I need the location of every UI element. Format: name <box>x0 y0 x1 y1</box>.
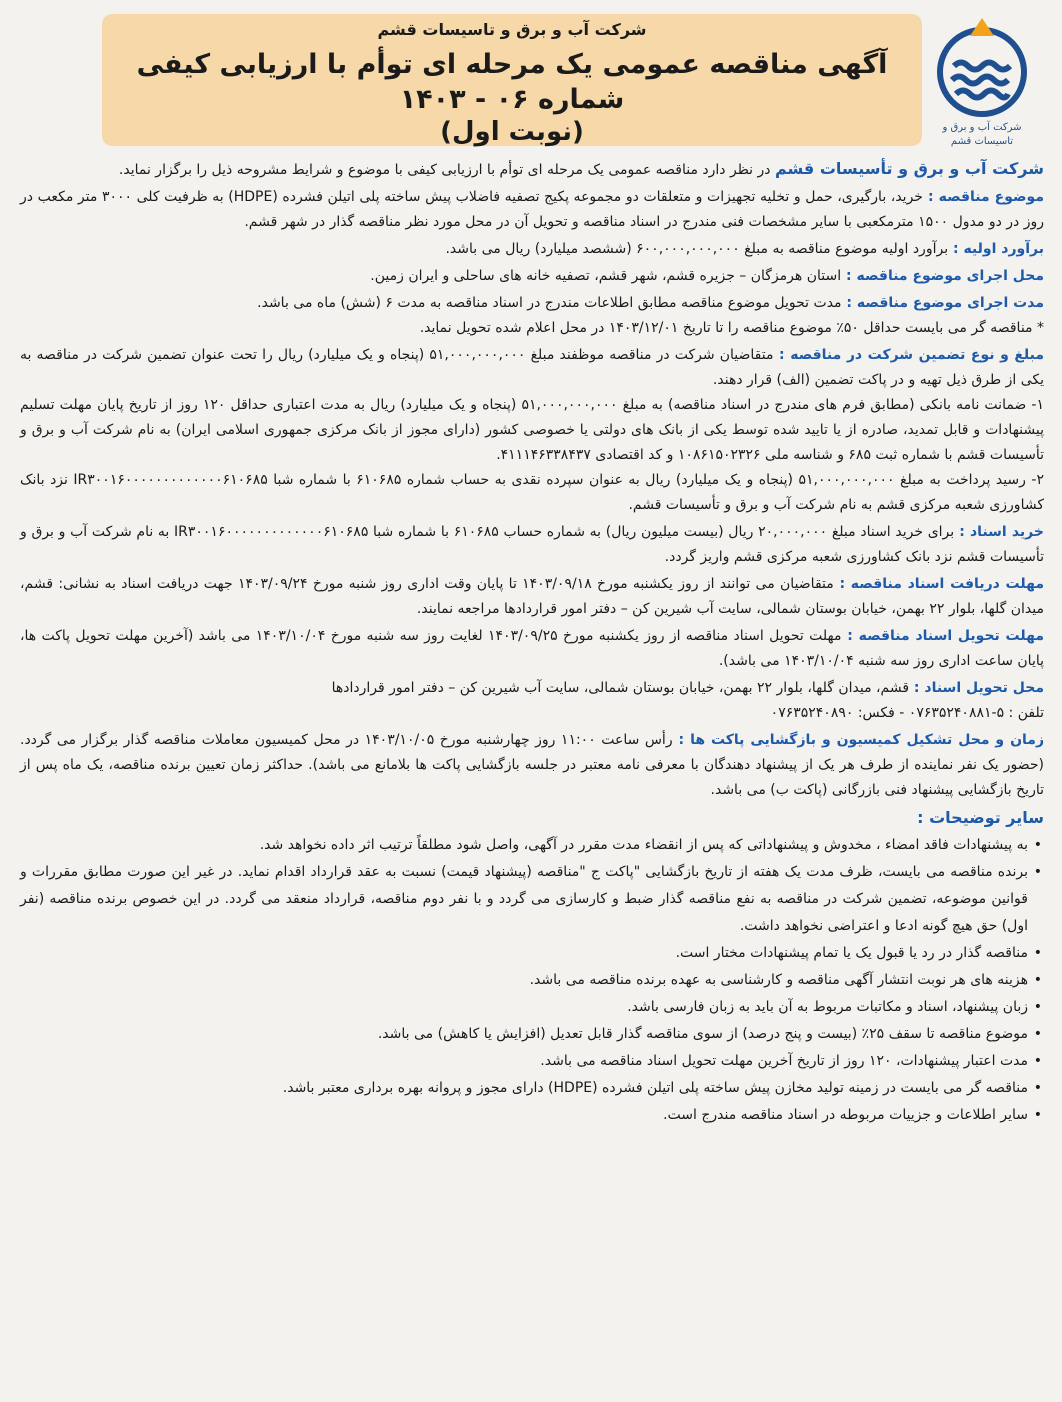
purchase-section <box>20 520 1044 570</box>
duration-text: مدت تحویل موضوع مناقصه مطابق اطلاعات مندرج در اسناد مناقصه به مدت ۶ (شش) ماه می باشد. <box>257 295 842 311</box>
delivery-place-label: محل تحویل اسناد : <box>909 680 1044 696</box>
title-banner <box>102 14 922 146</box>
guarantee-section <box>20 343 1044 393</box>
intro-company-name: شرکت آب و برق و تأسیسات قشم <box>774 159 1044 178</box>
intro-paragraph <box>20 156 1044 183</box>
notice-header <box>10 6 1052 156</box>
guarantee-option-1: ۱- ضمانت نامه بانکی (مطابق فرم های مندرج در اسناد مناقصه) به مبلغ ۵۱,۰۰۰,۰۰۰,۰۰۰ (پنجاه و یک میلیارد) ریال به مدت اعتباری حداقل ۱۲۰ روز از تاریخ پایان مهلت تسلیم پیشنهادات و قابل تمدید، صادره از یا تایید شده توسط یکی از بانک های دولتی یا خصوصی کشور (دارای مجوز از بانک مرکزی جمهوری اسلامی ایران) به نام شرکت آب و برق و تأسیسات قشم با شماره ثبت ۶۸۵ و شناسه ملی ۱۰۸۶۱۵۰۲۳۲۶ و کد اقتصادی ۴۱۱۱۴۶۳۳۸۴۳۷. <box>20 397 1044 463</box>
notes-title: سایر توضیحات : <box>917 808 1044 827</box>
estimate-text: برآورد اولیه موضوع مناقصه به مبلغ ۶۰۰,۰۰۰,۰۰۰,۰۰۰ (ششصد میلیارد) ریال می باشد. <box>445 241 949 257</box>
guarantee-label: مبلغ و نوع تضمین شرکت در مناقصه : <box>773 347 1044 363</box>
notice-round: (نوبت اول) <box>440 117 584 148</box>
receive-deadline-section <box>20 572 1044 622</box>
estimate-label: برآورد اولیه : <box>948 241 1044 257</box>
location-label: محل اجرای موضوع مناقصه : <box>841 268 1044 284</box>
opening-text: رأس ساعت ۱۱:۰۰ روز چهارشنبه مورخ ۱۴۰۳/۱۰/۰۵ در محل کمیسیون معاملات مناقصه گذار برگزار می گردد. (حضور یک نفر نماینده از طرف هر یک از پیشنهاد دهندگان با معرفی نامه معتبر در جلسه بازگشایی پاکت ها بلامانع می باشد). حداکثر زمان تعیین برنده مناقصه، یک ماه پس از تاریخ بازگشایی پیشنهاد فنی بازرگانی (پاکت ب) می باشد. <box>20 732 1044 798</box>
notes-list <box>20 832 1044 1129</box>
list-item: • زبان پیشنهاد، اسناد و مکاتبات مربوط به آن باید به زبان فارسی باشد. <box>20 994 1028 1021</box>
delivery-deadline-label: مهلت تحویل اسناد مناقصه : <box>841 628 1044 644</box>
list-item: • مناقصه گر می بایست در زمینه تولید مخازن پیش ساخته پلی اتیلن فشرده (HDPE) دارای مجوز و پروانه بهره برداری معتبر باشد. <box>20 1075 1028 1102</box>
logo-caption-line2: تاسیسات قشم <box>950 136 1014 147</box>
duration-section <box>20 291 1044 316</box>
contact-phone-fax: تلفن : ۵-۰۷۶۳۵۲۴۰۸۸۱ - فکس: ۰۷۶۳۵۲۴۰۸۹۰ <box>770 705 1044 721</box>
delivery-place-text: قشم، میدان گلها، بلوار ۲۲ بهمن، خیابان بوستان شمالی، سایت آب شیرین کن – دفتر امور قراردادها <box>331 680 910 696</box>
receive-deadline-label: مهلت دریافت اسناد مناقصه : <box>833 576 1044 592</box>
list-item: • سایر اطلاعات و جزییات مربوطه در اسناد مناقصه مندرج است. <box>20 1102 1028 1129</box>
delivery-deadline-section <box>20 624 1044 674</box>
list-item: • مدت اعتبار پیشنهادات، ۱۲۰ روز از تاریخ آخرین مهلت تحویل اسناد مناقصه می باشد. <box>20 1048 1028 1075</box>
water-drop-logo-icon <box>936 16 1028 120</box>
notice-title: آگهی مناقصه عمومی یک مرحله ای توأم با ارزیابی کیفی شماره ۰۶ - ۱۴۰۳ <box>136 49 888 116</box>
opening-section <box>20 728 1044 803</box>
receive-deadline-text: متقاضیان می توانند از روز یکشنبه مورخ ۱۴۰۳/۰۹/۱۸ تا پایان وقت اداری روز شنبه مورخ ۱۴۰۳/۰۹/۲۴ جهت دریافت اسناد به نشانی: قشم، میدان گلها، بلوار ۲۲ بهمن، خیابان بوستان شمالی، سایت آب شیرین کن – دفتر امور قراردادها مراجعه نمایند. <box>20 576 1044 617</box>
subject-section <box>20 185 1044 235</box>
intro-text: در نظر دارد مناقصه عمومی یک مرحله ای توأم با ارزیابی کیفی با موضوع و شرایط مشروحه ذیل را برگزار نماید. <box>118 162 775 178</box>
location-section <box>20 264 1044 289</box>
purchase-label: خرید اسناد : <box>954 524 1044 540</box>
logo-caption-line1: شرکت آب و برق و <box>942 122 1022 133</box>
list-item: • به پیشنهادات فاقد امضاء ، مخدوش و پیشنهاداتی که پس از انقضاء مدت مقرر در آگهی، واصل شود مطلقاً ترتیب اثر داده نخواهد شد. <box>20 832 1028 859</box>
notice-body <box>10 156 1052 1129</box>
list-item: • مناقصه گذار در رد یا قبول یک یا تمام پیشنهادات مختار است. <box>20 940 1028 967</box>
subject-text: خرید، بارگیری، حمل و تخلیه تجهیزات و متعلقات دو مجموعه پکیج تصفیه فاضلاب پیش ساخته پلی اتیلن فشرده (HDPE) به ظرفیت کلی ۳۰۰۰ متر مکعب در روز در دو مدول ۱۵۰۰ مترمکعبی با سایر مشخصات فنی مندرج در اسناد مناقصه و تحویل آن در محل مورد نظر مناقصه گذار در شهر قشم. <box>20 189 1044 230</box>
guarantee-text: متقاضیان شرکت در مناقصه موظفند مبلغ ۵۱,۰۰۰,۰۰۰,۰۰۰ (پنجاه و یک میلیارد) ریال را تحت عنوان تضمین شرکت در مناقصه به یکی از طرق ذیل تهیه و در پاکت تضمین (الف) قرار دهند. <box>20 347 1044 388</box>
list-item: • هزینه های هر نوبت انتشار آگهی مناقصه و کارشناسی به عهده برنده مناقصه می باشد. <box>20 967 1028 994</box>
subject-label: موضوع مناقصه : <box>922 189 1044 205</box>
duration-label: مدت اجرای موضوع مناقصه : <box>841 295 1044 311</box>
company-logo <box>924 16 1040 156</box>
location-text: استان هرمزگان – جزیره قشم، شهر قشم، تصفیه خانه های ساحلی و ایران زمین. <box>370 268 842 284</box>
guarantee-option-2: ۲- رسید پرداخت به مبلغ ۵۱,۰۰۰,۰۰۰,۰۰۰ (پنجاه و یک میلیارد) ریال به عنوان سپرده نقدی به حساب شماره ۶۱۰۶۸۵ با شماره شبا IR۳۰۰۱۶۰۰۰۰۰۰۰۰۰۰۰۰۰۶۱۰۶۸۵ نزد بانک کشاورزی شعبه مرکزی قشم به نام شرکت آب و برق و تأسیسات قشم. <box>20 472 1044 513</box>
duration-note: * مناقصه گر می بایست حداقل ۵۰٪ موضوع مناقصه را تا تاریخ ۱۴۰۳/۱۲/۰۱ در محل اعلام شده تحویل نماید. <box>419 320 1044 336</box>
delivery-deadline-text: مهلت تحویل اسناد مناقصه از روز یکشنبه مورخ ۱۴۰۳/۰۹/۲۵ لغایت روز سه شنبه مورخ ۱۴۰۳/۱۰/۰۴ می باشد (آخرین مهلت تحویل پاکت ها، پایان ساعت اداری روز سه شنبه ۱۴۰۳/۱۰/۰۴ می باشد). <box>20 628 1044 669</box>
delivery-place-section <box>20 676 1044 701</box>
list-item: • برنده مناقصه می بایست، ظرف مدت یک هفته از تاریخ بازگشایی "پاکت ج "مناقصه (پیشنهاد قیمت) نسبت به عقد قرارداد اقدام نماید. در غیر این صورت مطابق مقررات و قوانین موضوعه، تضمین شرکت در مناقصه به نفع مناقصه گذار ضبط و کارسازی می گردد و با نفر دوم مناقصه، قرارداد منعقد می گردد. در این خصوص برنده مناقصه (نفر اول) حق هیچ گونه ادعا و اعتراضی نخواهد داشت. <box>20 859 1028 940</box>
purchase-text: برای خرید اسناد مبلغ ۲۰,۰۰۰,۰۰۰ ریال (بیست میلیون ریال) به شماره حساب ۶۱۰۶۸۵ با شماره شبا IR۳۰۰۱۶۰۰۰۰۰۰۰۰۰۰۰۰۰۶۱۰۶۸۵ به نام شرکت آب و برق و تأسیسات قشم نزد بانک کشاورزی شعبه مرکزی قشم واریز گردد. <box>20 524 1044 565</box>
opening-label: زمان و محل تشکیل کمیسیون و بازگشایی پاکت ها : <box>672 732 1045 748</box>
estimate-section <box>20 237 1044 262</box>
list-item: • موضوع مناقصه تا سقف ۲۵٪ (بیست و پنج درصد) از سوی مناقصه گذار قابل تعدیل (افزایش یا کاهش) می باشد. <box>20 1021 1028 1048</box>
organization-name: شرکت آب و برق و تاسیسات قشم <box>377 20 647 39</box>
